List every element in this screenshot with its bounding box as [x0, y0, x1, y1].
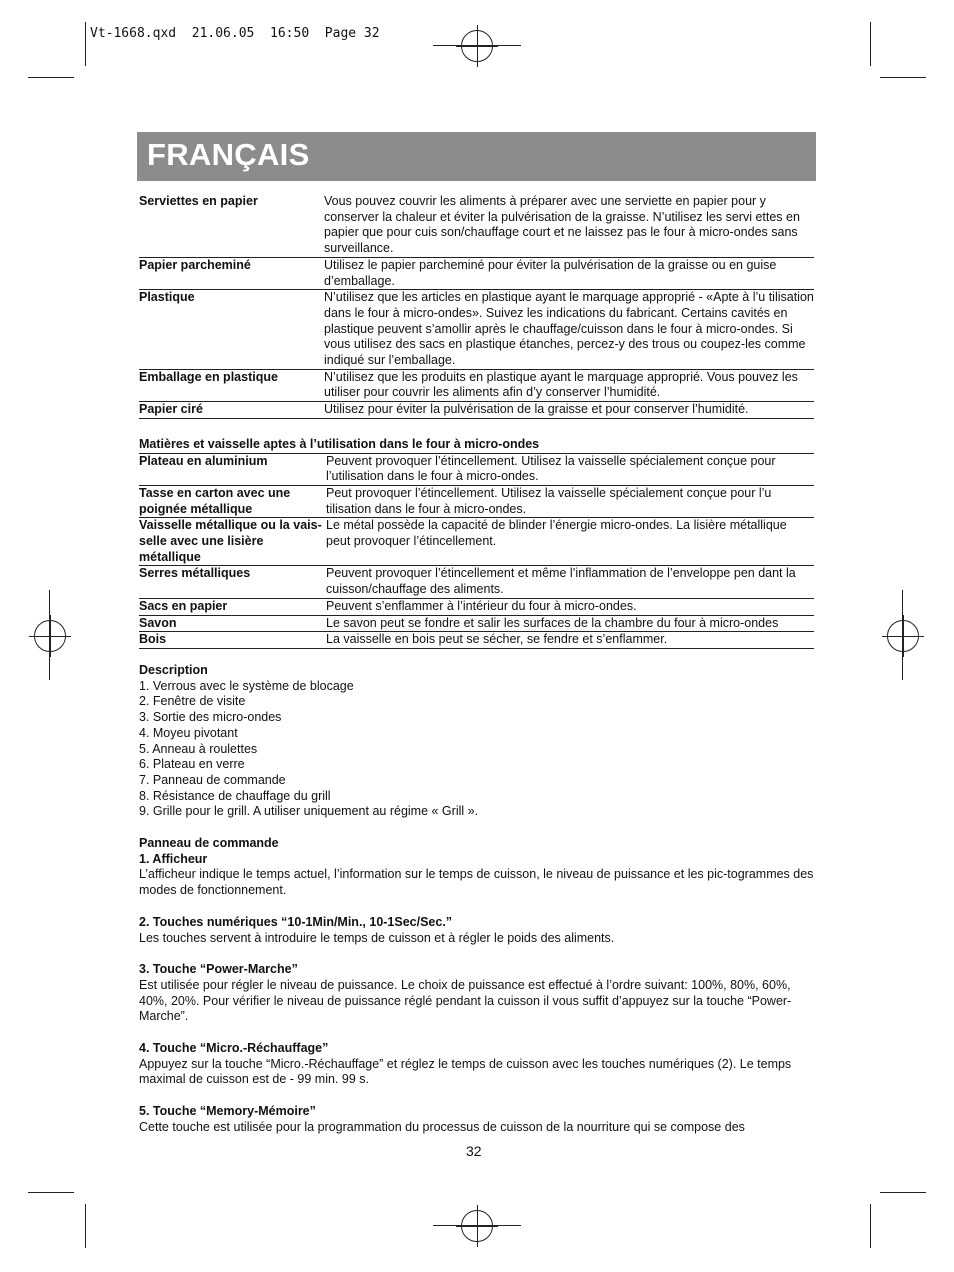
language-banner	[137, 132, 816, 181]
row-text: Utilisez le papier parcheminé pour éviter la pulvérisation de la graisse ou en guise d’emballage.	[324, 257, 814, 289]
panel-section-text: L’afficheur indique le temps actuel, l’information sur le temps de cuisson, le niveau de puissance et les pic-togrammes des modes de fonctionnement.	[139, 867, 814, 898]
panel-section-title: 2. Touches numériques “10-1Min/Min., 10-1Sec/Sec.”	[139, 914, 453, 929]
registration-mark	[34, 620, 66, 652]
row-text: Peut provoquer l’étincellement. Utilisez la vaisselle spécialement conçue pour l’u tilisation dans le four à micro-ondes.	[326, 485, 814, 517]
main-content	[139, 194, 814, 1136]
registration-mark	[461, 1210, 493, 1242]
row-text: Vous pouvez couvrir les aliments à préparer avec une serviette en papier pour y conserver la chaleur et éviter la pulvérisation de la graisse. N’utilisez les servi ettes en papier que pour cuis son/chauffage court et ne laissez pas le four à micro-ondes sans surveillance.	[324, 194, 814, 257]
row-label: Savon	[139, 615, 326, 632]
row-text: N’utilisez que les produits en plastique ayant le marquage approprié. Vous pouvez les utiliser pour couvrir les aliments afin d’y conserver l’humidité.	[324, 369, 814, 401]
print-slug: Vt-1668.qxd 21.06.05 16:50 Page 32	[90, 26, 380, 41]
panel-section-text: Cette touche est utilisée pour la programmation du processus de cuisson de la nourriture qui se compose des	[139, 1119, 745, 1134]
page-title: FRANÇAIS	[147, 137, 310, 172]
row-label: Emballage en plastique	[139, 369, 324, 401]
crop-mark	[870, 1204, 871, 1248]
crop-mark	[28, 77, 74, 78]
table-row	[139, 598, 814, 615]
row-text: Utilisez pour éviter la pulvérisation de la graisse et pour conserver l’humidité.	[324, 402, 814, 419]
row-label: Papier ciré	[139, 402, 324, 419]
crop-mark	[85, 1204, 86, 1248]
unsuitable-materials-table	[139, 454, 814, 649]
table-row	[139, 566, 814, 598]
crop-mark	[433, 45, 521, 46]
panel-section-text: Est utilisée pour régler le niveau de puissance. Le choix de puissance est effectué à l’ordre suivant: 100%, 80%, 60%, 40%, 20%. Pour vérifier le niveau de puissance réglé pendant la cuisson il vous suffit d’appuyez sur la touche “Power-Marche”.	[139, 977, 792, 1024]
panel-heading: Panneau de commande	[139, 836, 279, 851]
crop-mark	[433, 1225, 521, 1226]
panel-section-text: Appuyez sur la touche “Micro.-Réchauffage” et réglez le temps de cuisson avec les touches numériques (2). Le temps maximal de cuisson est de - 99 min. 99 s.	[139, 1056, 792, 1087]
panel-section-title: 5. Touche “Memory-Mémoire”	[139, 1104, 316, 1119]
list-item: 1. Verrous avec le système de blocage	[139, 678, 354, 693]
row-label: Sacs en papier	[139, 598, 326, 615]
parts-list	[139, 679, 814, 820]
registration-mark	[461, 30, 493, 62]
list-item: 9. Grille pour le grill. A utiliser uniquement au régime « Grill ».	[139, 804, 479, 819]
list-item: 2. Fenêtre de visite	[139, 694, 246, 709]
crop-mark	[880, 1192, 926, 1193]
row-text: Peuvent s’enflammer à l’intérieur du four à micro-ondes.	[326, 598, 814, 615]
crop-mark	[49, 590, 50, 680]
row-label: Papier parcheminé	[139, 257, 324, 289]
description-heading: Description	[139, 662, 208, 677]
crop-mark	[28, 1192, 74, 1193]
crop-mark	[870, 22, 871, 66]
crop-mark	[902, 590, 903, 680]
table-row	[139, 194, 814, 257]
list-item: 7. Panneau de commande	[139, 772, 286, 787]
usable-materials-table	[139, 194, 814, 419]
row-label: Bois	[139, 632, 326, 649]
panel-section-title: 3. Touche “Power-Marche”	[139, 962, 298, 977]
registration-mark	[887, 620, 919, 652]
row-text: La vaisselle en bois peut se sécher, se fendre et s’enflammer.	[326, 632, 814, 649]
panel-section-title: 1. Afficheur	[139, 851, 208, 866]
row-label: Plastique	[139, 290, 324, 370]
row-label: Plateau en aluminium	[139, 454, 326, 486]
table-row	[139, 615, 814, 632]
row-text: Peuvent provoquer l’étincellement et même l’inflammation de l’enveloppe pen dant la cuisson/chauffage des aliments.	[326, 566, 814, 598]
crop-mark	[85, 22, 86, 66]
page-number: 32	[466, 1143, 482, 1159]
crop-mark	[880, 77, 926, 78]
table-row	[139, 257, 814, 289]
table-row	[139, 632, 814, 649]
row-label: Serres métalliques	[139, 566, 326, 598]
table-row	[139, 402, 814, 419]
table-row	[139, 485, 814, 517]
table-row	[139, 518, 814, 566]
list-item: 4. Moyeu pivotant	[139, 725, 238, 740]
panel-section-text: Les touches servent à introduire le temps de cuisson et à régler le poids des aliments.	[139, 930, 615, 945]
list-item: 3. Sortie des micro-ondes	[139, 710, 282, 725]
section-heading: Matières et vaisselle aptes à l’utilisation dans le four à micro-ondes	[139, 437, 814, 454]
list-item: 5. Anneau à roulettes	[139, 741, 258, 756]
row-text: Peuvent provoquer l’étincellement. Utilisez la vaisselle spécialement conçue pour l’utilisation dans le four à micro-ondes.	[326, 454, 814, 486]
panel-section-title: 4. Touche “Micro.-Réchauffage”	[139, 1041, 329, 1056]
row-label: Tasse en carton avec une poignée métallique	[139, 485, 326, 517]
row-text: Le métal possède la capacité de blinder l’énergie micro-ondes. La lisière métallique peut provoquer l’étincellement.	[326, 518, 814, 566]
table-row	[139, 369, 814, 401]
row-label: Vaisselle métallique ou la vais-selle avec une lisière métallique	[139, 518, 326, 566]
row-text: Le savon peut se fondre et salir les surfaces de la chambre du four à micro-ondes	[326, 615, 814, 632]
row-label: Serviettes en papier	[139, 194, 324, 257]
list-item: 6. Plateau en verre	[139, 757, 245, 772]
list-item: 8. Résistance de chauffage du grill	[139, 788, 331, 803]
row-text: N’utilisez que les articles en plastique ayant le marquage approprié - «Apte à l’u tilisation dans le four à micro-ondes». Suivez les indications du fabricant. Certains cavités en plastique peuvent s’amollir après le chauffage/cuisson dans le four à micro-ondes. Si vous utilisez des sacs en plastique étanches, percez-y des trous ou coupez-les comme indiqué sur l’emballage.	[324, 290, 814, 370]
table-row	[139, 454, 814, 486]
table-row	[139, 290, 814, 370]
